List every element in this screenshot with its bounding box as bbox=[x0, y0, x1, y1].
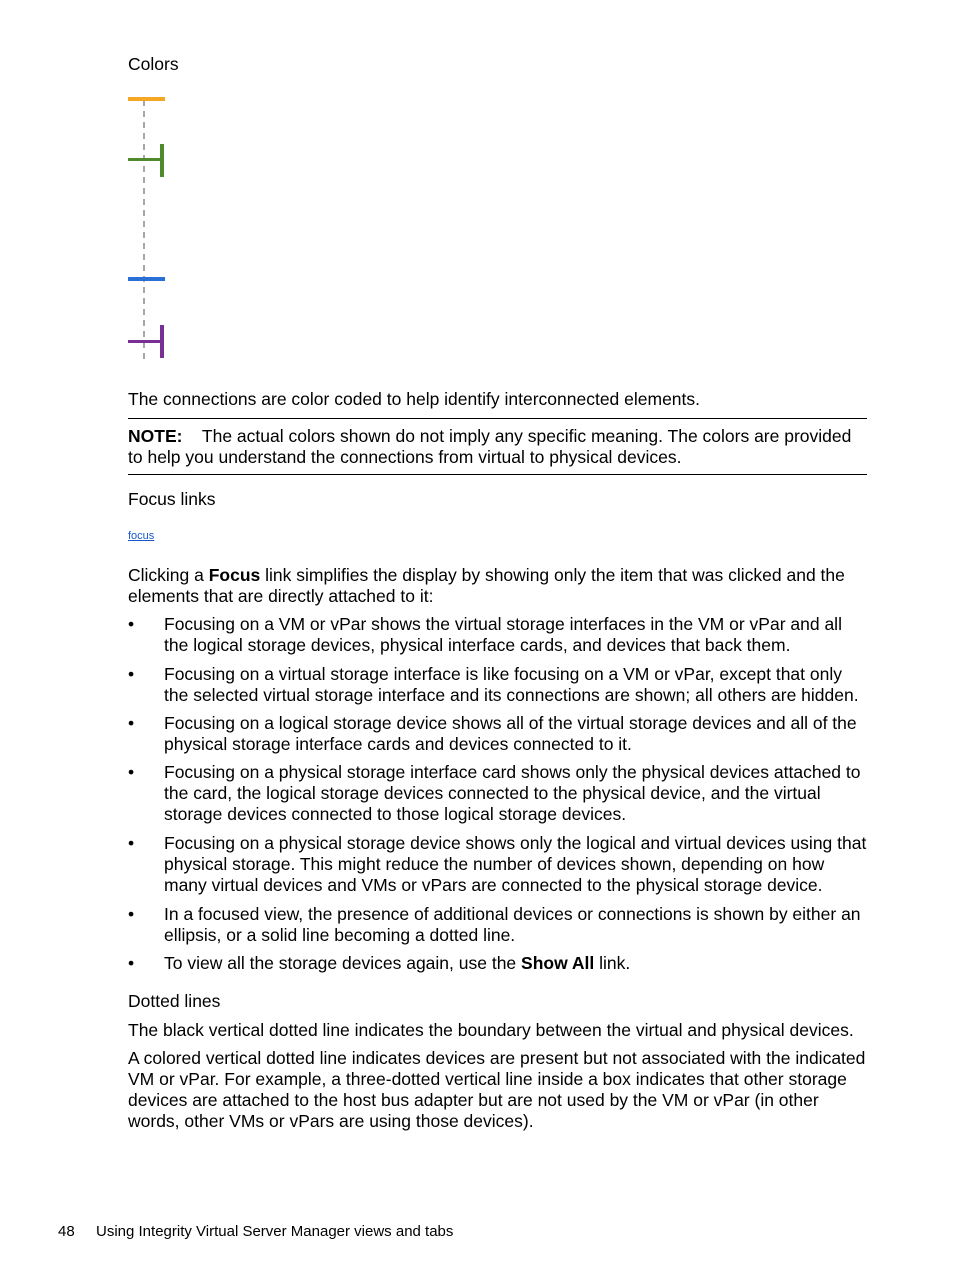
dotted-lines-paragraph-1: The black vertical dotted line indicates the boundary between the virtual and physical devices. bbox=[128, 1020, 854, 1040]
note-block bbox=[128, 426, 868, 468]
note-bottom-rule bbox=[128, 474, 867, 475]
list-item bbox=[128, 953, 868, 974]
bullet-dot: • bbox=[128, 904, 135, 924]
last-bullet-before: To view all the storage devices again, use the bbox=[164, 953, 522, 973]
dotted-lines-heading: Dotted lines bbox=[128, 991, 221, 1011]
green-terminator-icon bbox=[160, 144, 164, 177]
list-item-text: Focusing on a physical storage interface card shows only the physical devices attached to the card, the logical storage devices connected to the physical device, and the virtual storage devices connected to those logical storage devices. bbox=[164, 762, 861, 824]
focus-intro-before: Clicking a bbox=[128, 565, 209, 585]
colors-paragraph: The connections are color coded to help identify interconnected elements. bbox=[128, 389, 701, 409]
focus-intro bbox=[128, 565, 868, 607]
focus-heading: Focus links bbox=[128, 489, 216, 509]
purple-connection-icon bbox=[128, 340, 162, 343]
bullet-dot: • bbox=[128, 833, 135, 853]
orange-connection-icon bbox=[128, 97, 165, 101]
list-item bbox=[128, 614, 868, 656]
purple-terminator-icon bbox=[160, 325, 164, 358]
list-item bbox=[128, 833, 868, 896]
focus-bullet-list bbox=[128, 614, 868, 974]
bullet-dot: • bbox=[128, 664, 135, 684]
focus-link[interactable]: focus bbox=[128, 530, 155, 542]
note-top-rule bbox=[128, 418, 867, 419]
show-all-link-name: Show All bbox=[521, 953, 595, 973]
last-bullet-after: link. bbox=[594, 953, 631, 973]
focus-intro-bold: Focus bbox=[208, 565, 261, 585]
bullet-dot: • bbox=[128, 614, 135, 634]
list-item bbox=[128, 762, 868, 825]
page-number: 48 bbox=[58, 1223, 75, 1240]
dotted-lines-paragraph-2: A colored vertical dotted line indicates devices are present but not associated with the indicated VM or vPar. For example, a three-dotted vertical line inside a box indicates that other storage devices are attached to the host bus adapter but are not used by the VM or vPar (in other words, other VMs or vPars are using those devices). bbox=[128, 1048, 866, 1131]
note-text: The actual colors shown do not imply any specific meaning. The colors are provided to help you understand the connections from virtual to physical devices. bbox=[128, 426, 852, 467]
list-item-text: In a focused view, the presence of additional devices or connections is shown by either an ellipsis, or a solid line becoming a dotted line. bbox=[164, 904, 861, 945]
green-connection-icon bbox=[128, 158, 162, 161]
bullet-dot: • bbox=[128, 953, 135, 973]
note-label: NOTE: bbox=[128, 426, 183, 446]
list-item-text: Focusing on a virtual storage interface is like focusing on a VM or vPar, except that only the selected virtual storage interface and its connections are shown; all others are hidden. bbox=[164, 664, 859, 705]
list-item-text: Focusing on a logical storage device shows all of the virtual storage devices and all of the physical storage interface cards and devices connected to it. bbox=[164, 713, 857, 754]
footer-title: Using Integrity Virtual Server Manager views and tabs bbox=[96, 1223, 454, 1240]
colors-heading: Colors bbox=[128, 54, 179, 74]
blue-connection-icon bbox=[128, 277, 165, 281]
bullet-dot: • bbox=[128, 713, 135, 733]
list-item bbox=[128, 713, 868, 755]
list-item bbox=[128, 664, 868, 706]
list-item-text: Focusing on a VM or vPar shows the virtual storage interfaces in the VM or vPar and all the logical storage devices, physical interface cards, and devices that back them. bbox=[164, 614, 842, 655]
list-item-text: Focusing on a physical storage device shows only the logical and virtual devices using that physical storage. This might reduce the number of devices shown, depending on how many virtual devices and VMs or vPars are connected to the physical storage device. bbox=[164, 833, 867, 895]
color-legend-graphic bbox=[120, 92, 180, 364]
list-item bbox=[128, 904, 868, 946]
bullet-dot: • bbox=[128, 762, 135, 782]
focus-intro-after: link simplifies the display by showing only the item that was clicked and the elements that are directly attached to it: bbox=[128, 565, 845, 606]
